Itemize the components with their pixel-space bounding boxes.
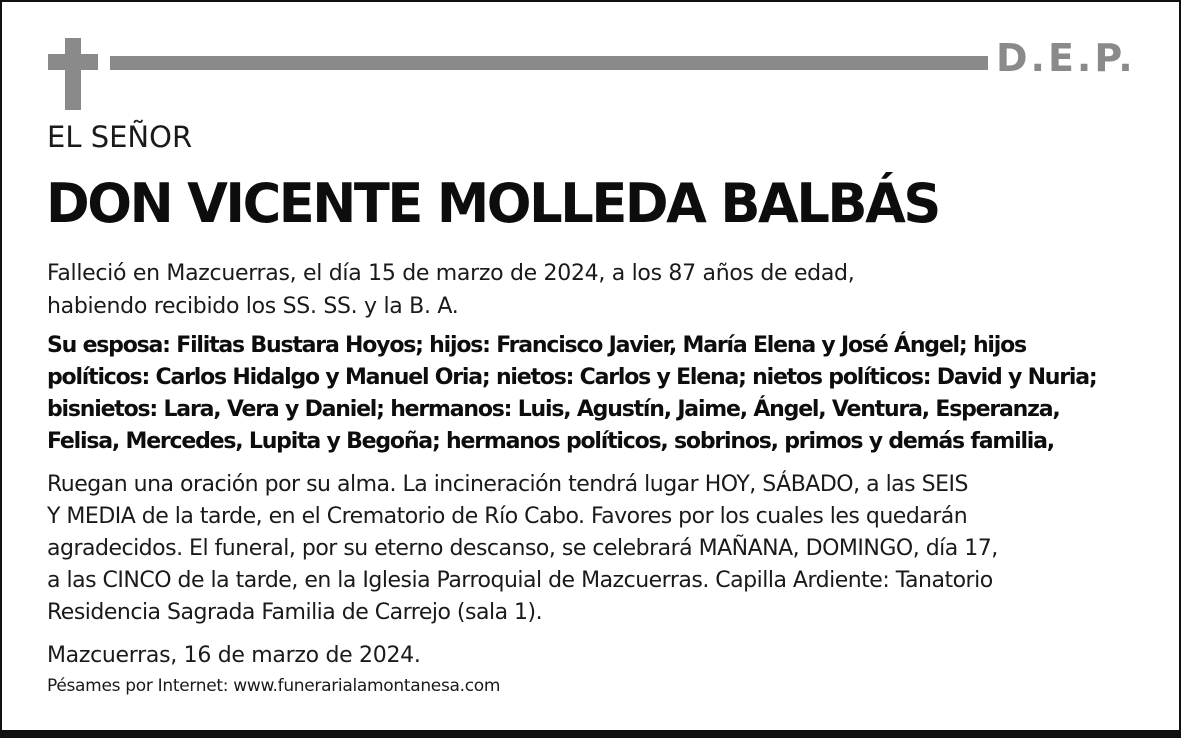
text-line: políticos: Carlos Hidalgo y Manuel Oria; nietos: Carlos y Elena; nietos políticos: David y Nuria;	[47, 365, 1097, 390]
text-line: Falleció en Mazcuerras, el día 15 de marzo de 2024, a los 87 años de edad,	[47, 261, 855, 286]
death-announcement	[47, 257, 1157, 323]
text-line: a las CINCO de la tarde, en la Iglesia Parroquial de Mazcuerras. Capilla Ardiente: Tanatorio	[47, 568, 993, 593]
condolences-link: Pésames por Internet: www.funerarialamontanesa.com	[47, 676, 501, 696]
text-line: Y MEDIA de la tarde, en el Crematorio de Río Cabo. Favores por los cuales les quedarán	[47, 504, 968, 529]
text-line: Su esposa: Filitas Bustara Hoyos; hijos: Francisco Javier, María Elena y José Ángel; hijos	[47, 333, 1026, 358]
text-line: bisnietos: Lara, Vera y Daniel; hermanos: Luis, Agustín, Jaime, Ángel, Ventura, Esperanza,	[47, 397, 1060, 422]
place-and-date: Mazcuerras, 16 de marzo de 2024.	[47, 643, 421, 668]
text-line: Felisa, Mercedes, Lupita y Begoña; hermanos políticos, sobrinos, primos y demás familia,	[47, 429, 1054, 454]
service-details	[47, 469, 1157, 629]
text-line: habiendo recibido los SS. SS. y la B. A.	[47, 294, 459, 319]
text-line: Ruegan una oración por su alma. La incineración tendrá lugar HOY, SÁBADO, a las SEIS	[47, 472, 968, 497]
deceased-name: DON VICENTE MOLLEDA BALBÁS	[46, 172, 939, 235]
family-list	[47, 330, 1157, 458]
dep-mark: D.E.P.	[996, 36, 1136, 80]
honorific-title: EL SEÑOR	[47, 120, 193, 154]
header-rule	[110, 56, 988, 70]
text-line: Residencia Sagrada Familia de Carrejo (sala 1).	[47, 600, 543, 625]
text-line: agradecidos. El funeral, por su eterno descanso, se celebrará MAÑANA, DOMINGO, día 17,	[47, 536, 998, 561]
cross-icon	[48, 38, 98, 110]
